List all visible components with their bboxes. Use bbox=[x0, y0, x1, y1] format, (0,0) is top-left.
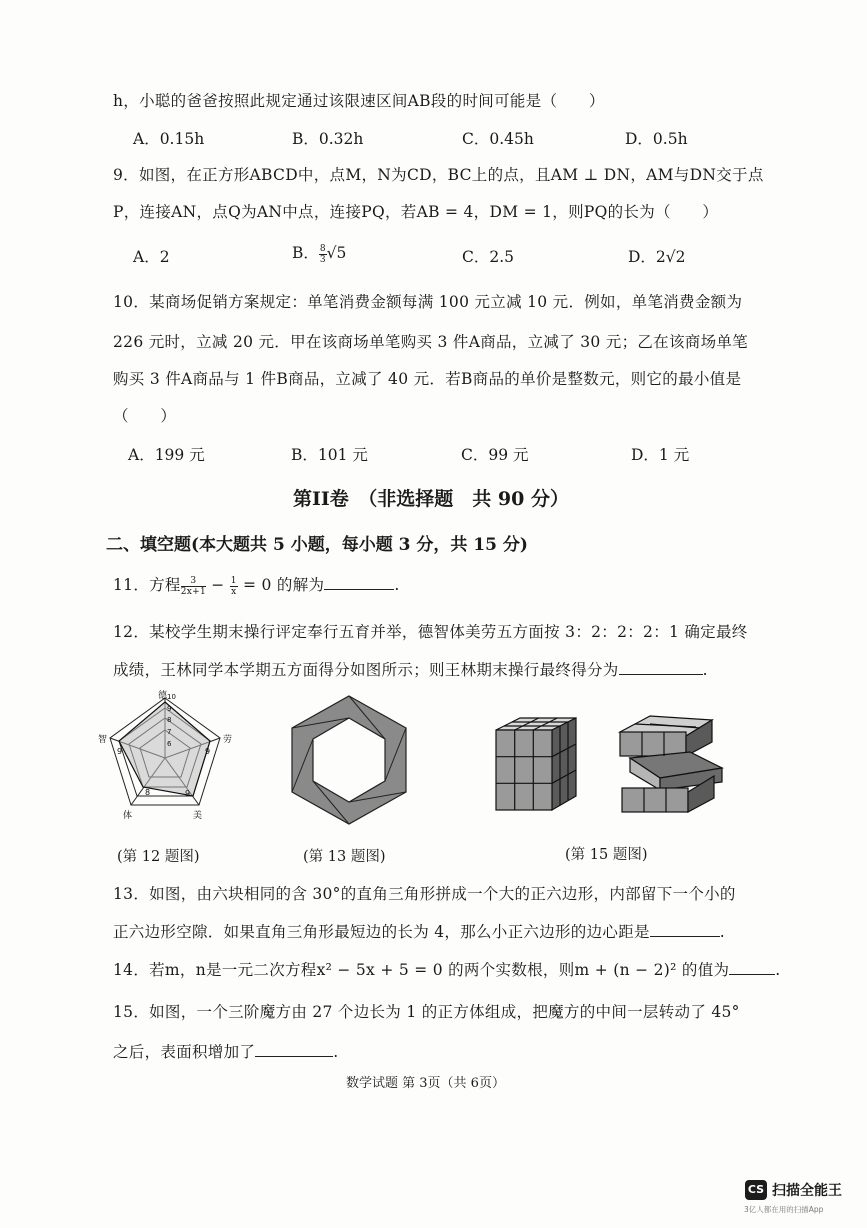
fraction-numerator: 8 bbox=[319, 243, 326, 254]
part2-title: 第II卷 （非选择题 共 90 分） bbox=[293, 488, 569, 510]
q12-answer-blank bbox=[619, 660, 703, 675]
radar-label-zhi: 智 bbox=[98, 735, 108, 745]
radar-tick: 7 bbox=[167, 728, 172, 736]
q11-fraction-1 bbox=[181, 576, 206, 597]
q10-line4: （ ） bbox=[113, 407, 177, 425]
section2-title: 二、填空题(本大题共 5 小题，每小题 3 分，共 15 分) bbox=[106, 535, 528, 555]
q14-answer-blank bbox=[729, 960, 775, 975]
q8-option-b: B．0.32h bbox=[292, 130, 364, 148]
q10-line3: 购买 3 件A商品与 1 件B商品，立减了 40 元．若B商品的单价是整数元，则它的最小值是 bbox=[113, 370, 742, 388]
radar-value-ti: 8 bbox=[145, 788, 151, 797]
q9-option-b-label: B． bbox=[292, 244, 319, 262]
radar-tick: 10 bbox=[167, 693, 176, 701]
q12-line1: 12．某校学生期末操行评定奉行五育并举，德智体美劳五方面按 3：2：2：2：1 确定最终 bbox=[113, 623, 748, 641]
fraction-numerator: 3 bbox=[181, 576, 206, 587]
radar-label-mei: 美 bbox=[193, 811, 203, 821]
q8-option-d: D．0.5h bbox=[625, 130, 688, 148]
rubiks-cube-rotated bbox=[620, 716, 722, 812]
q15-line2 bbox=[113, 1040, 338, 1062]
q11-answer-blank bbox=[324, 575, 394, 590]
q13-line2 bbox=[113, 920, 725, 942]
q10-option-c: C．99 元 bbox=[461, 446, 529, 464]
q13-answer-blank bbox=[650, 922, 720, 937]
q10-option-a: A．199 元 bbox=[128, 446, 205, 464]
q9-option-c: C．2.5 bbox=[462, 248, 515, 266]
q9-option-b-root: √5 bbox=[326, 244, 347, 262]
q10-line2: 226 元时，立减 20 元．甲在该商场单笔购买 3 件A商品，立减了 30 元；乙在该商场单笔 bbox=[113, 333, 748, 351]
fraction-denominator: 3 bbox=[319, 254, 326, 265]
q11-end: . bbox=[394, 576, 400, 594]
radar-tick: 8 bbox=[167, 716, 172, 724]
camscanner-slogan: 3亿人都在用的扫描App bbox=[744, 1205, 824, 1214]
q13-end: . bbox=[719, 923, 726, 941]
q9-line2: P，连接AN，点Q为AN中点，连接PQ，若AB = 4，DM = 1，则PQ的长为（ ） bbox=[113, 203, 719, 221]
q13-line2-text: 正六边形空隙．如果直角三角形最短边的长为 4，那么小正六边形的边心距是 bbox=[113, 923, 650, 941]
radar-label-ti: 体 bbox=[123, 811, 133, 821]
q10-option-d: D．1 元 bbox=[631, 446, 690, 464]
radar-chart-figure bbox=[95, 690, 245, 830]
fraction-numerator: 1 bbox=[230, 575, 237, 586]
q9-option-b bbox=[292, 241, 346, 265]
radar-tick: 6 bbox=[167, 740, 172, 748]
fraction-denominator: 2x+1 bbox=[180, 586, 207, 597]
fraction-denominator: x bbox=[231, 586, 237, 597]
q14-text: 14．若m，n是一元二次方程x² − 5x + 5 = 0 的两个实数根，则m + (n − 2)² 的值为 bbox=[113, 961, 730, 979]
caption-fig13: (第 13 题图) bbox=[303, 849, 386, 865]
q8-option-a: A．0.15h bbox=[133, 130, 205, 148]
camscanner-logo: CS bbox=[745, 1180, 767, 1200]
q13-line1: 13．如图，由六块相同的含 30°的直角三角形拼成一个大的正六边形，内部留下一个小的 bbox=[113, 885, 736, 903]
radar-tick: 9 bbox=[167, 705, 172, 713]
q15-answer-blank bbox=[255, 1042, 333, 1057]
rubiks-cube-figure bbox=[490, 712, 740, 820]
q12-line2 bbox=[113, 658, 708, 680]
rubiks-cube-original bbox=[496, 718, 576, 810]
q8-tail: h，小聪的爸爸按照此规定通过该限速区间AB段的时间可能是（ ） bbox=[113, 92, 605, 110]
radar-label-de: 德 bbox=[158, 691, 168, 701]
q12-end: . bbox=[702, 661, 708, 679]
camscanner-name: 扫描全能王 bbox=[772, 1183, 842, 1199]
q9-line1: 9．如图，在正方形ABCD中，点M，N为CD，BC上的点，且AM ⊥ DN，AM与DN交于点 bbox=[113, 166, 764, 184]
q9-option-b-fraction bbox=[319, 244, 327, 265]
q9-option-d: D．2√2 bbox=[628, 248, 686, 266]
q11-minus: − bbox=[206, 576, 230, 594]
q10-line1: 10．某商场促销方案规定：单笔消费金额每满 100 元立减 10 元．例如，单笔消费金额为 bbox=[113, 293, 743, 311]
q15-end: . bbox=[333, 1043, 339, 1061]
q12-line2-text: 成绩，王林同学本学期五方面得分如图所示；则王林期末操行最终得分为 bbox=[113, 661, 619, 679]
q8-option-c: C．0.45h bbox=[462, 130, 534, 148]
q15-line1: 15．如图，一个三阶魔方由 27 个边长为 1 的正方体组成，把魔方的中间一层转动了 45° bbox=[113, 1003, 740, 1021]
caption-fig12: (第 12 题图) bbox=[117, 849, 200, 865]
radar-value-mei: 9 bbox=[185, 789, 191, 798]
q14 bbox=[113, 958, 781, 980]
q11-suffix: = 0 的解为 bbox=[237, 576, 325, 594]
q9-option-a: A．2 bbox=[133, 248, 170, 266]
hexagon-figure bbox=[282, 692, 417, 827]
radar-label-lao: 劳 bbox=[223, 735, 233, 745]
page-footer: 数学试题 第 3页（共 6页） bbox=[346, 1076, 505, 1091]
q11-prefix: 11．方程 bbox=[113, 576, 181, 594]
q14-end: . bbox=[775, 961, 781, 979]
radar-value-zhi: 9 bbox=[117, 747, 123, 756]
caption-fig15: (第 15 题图) bbox=[565, 847, 648, 863]
q11-fraction-2 bbox=[230, 576, 238, 597]
q15-line2-text: 之后，表面积增加了 bbox=[113, 1043, 256, 1061]
q11 bbox=[113, 573, 400, 597]
radar-value-lao: 9 bbox=[205, 747, 211, 756]
q10-option-b: B．101 元 bbox=[291, 446, 368, 464]
